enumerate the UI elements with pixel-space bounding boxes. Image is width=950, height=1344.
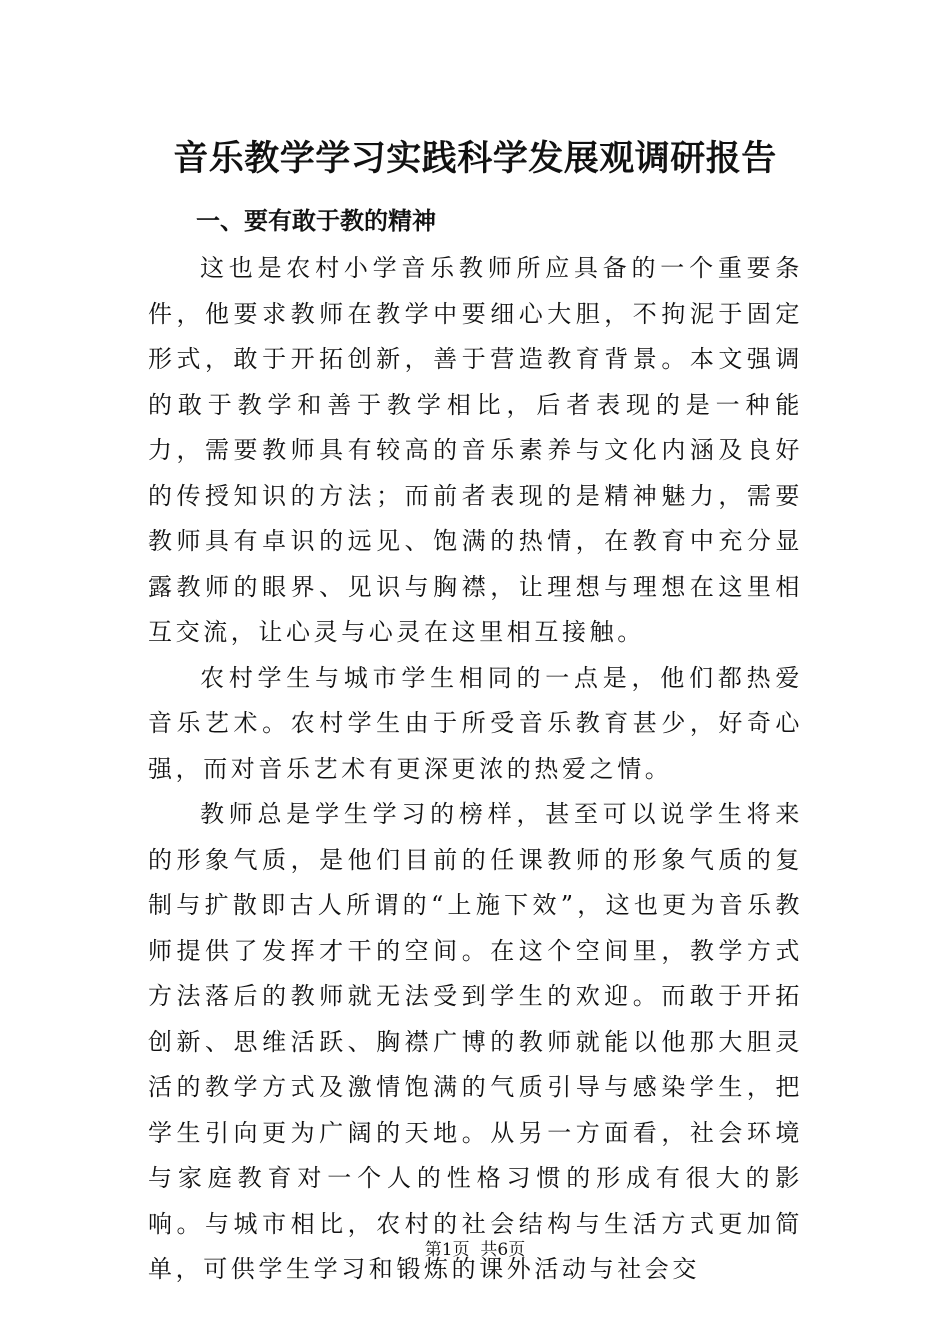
page-total: 共6页 <box>480 1240 526 1260</box>
page-footer <box>0 1238 950 1262</box>
page-number: 第1页 <box>424 1240 470 1260</box>
paragraph: 农村学生与城市学生相同的一点是，他们都热爱音乐艺术。农村学生由于所受音乐教育甚少，好奇心强，而对音乐艺术有更深更浓的热爱之情。 <box>148 663 803 783</box>
body-text <box>148 246 803 1293</box>
document-title: 音乐教学学习实践科学发展观调研报告 <box>173 138 777 179</box>
paragraph: 这也是农村小学音乐教师所应具备的一个重要条件，他要求教师在教学中要细心大胆，不拘泥于固定形式，敢于开拓创新，善于营造教育背景。本文强调的敢于教学和善于教学相比，后者表现的是一种能力，需要教师具有较高的音乐素养与文化内涵及良好的传授知识的方法；而前者表现的是精神魅力，需要教师具有卓识的远见、饱满的热情，在教育中充分显露教师的眼界、见识与胸襟，让理想与理想在这里相互交流，让心灵与心灵在这里相互接触。 <box>148 254 803 646</box>
paragraph: 教师总是学生学习的榜样，甚至可以说学生将来的形象气质，是他们目前的任课教师的形象气质的复制与扩散即古人所谓的“上施下效”，这也更为音乐教师提供了发挥才干的空间。在这个空间里，教学方式方法落后的教师就无法受到学生的欢迎。而敢于开拓创新、思维活跃、胸襟广博的教师就能以他那大胆灵活的教学方式及激情饱满的气质引导与感染学生，把学生引向更为广阔的天地。从另一方面看，社会环境与家庭教育对一个人的性格习惯的形成有很大的影响。与城市相比，农村的社会结构与生活方式更加简单，可供学生学习和锻炼的课外活动与社会交 <box>148 800 803 1283</box>
section-heading: 一、要有敢于教的精神 <box>196 207 436 235</box>
